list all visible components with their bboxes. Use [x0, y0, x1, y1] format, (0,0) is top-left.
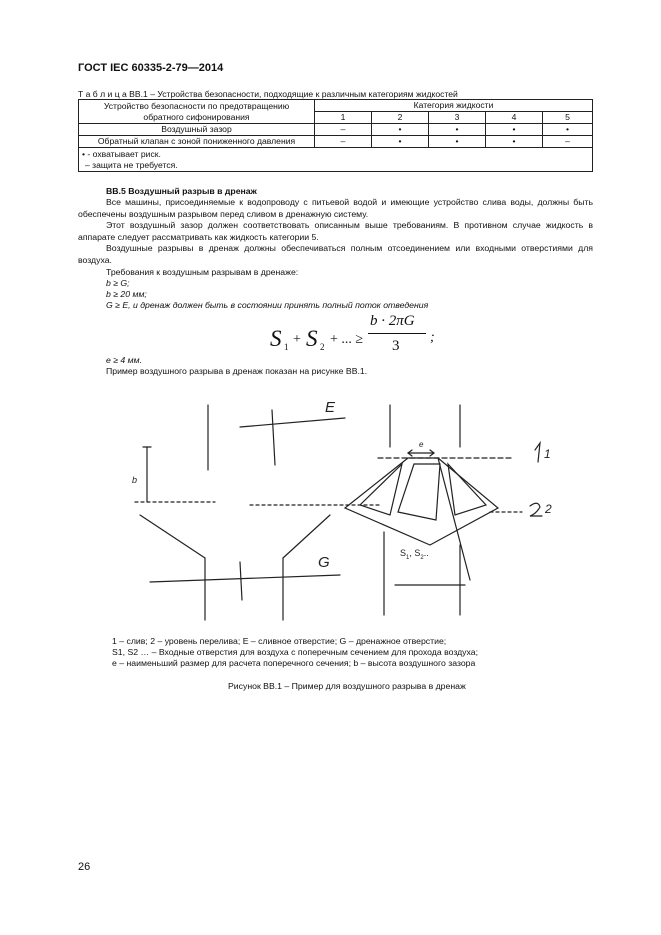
legend-line-1: 1 – слив; 2 – уровень перелива; E – сливное отверстие; G – дренажное отверстие;	[112, 636, 447, 646]
category-cell: 5	[543, 112, 593, 124]
label-s: S	[400, 548, 407, 558]
value-cell: •	[486, 124, 543, 136]
legend-line-3: e – наименьший размер для расчета поперечного сечения; b – высота воздушного зазора	[112, 658, 476, 668]
label-e-dimension: e	[419, 440, 424, 449]
value-cell: •	[372, 136, 429, 148]
formula-sub1: 1	[284, 342, 289, 352]
figure-reference: Пример воздушного разрыва в дренаж показан на рисунке BB.1.	[106, 366, 368, 376]
paragraph-1: Все машины, присоединяемые к водопроводу с питьевой водой и имеющие устройство слива воды, должны быть обеспечены воздушным разрывом перед сливом в дренажную систему.	[78, 197, 593, 219]
table-row	[79, 124, 593, 136]
drain-g-tick	[240, 562, 242, 600]
drain-cone-right	[283, 515, 330, 558]
funnel-side-line	[438, 458, 470, 580]
value-cell: –	[315, 136, 372, 148]
device-cell: Воздушный зазор	[79, 124, 315, 136]
category-cell: 3	[429, 112, 486, 124]
label-1-mark	[535, 443, 540, 462]
air-inlet-left	[360, 464, 402, 515]
label-2-mark	[530, 503, 542, 516]
value-cell: –	[543, 136, 593, 148]
header-device-line1: Устройство безопасности по предотвращению	[103, 101, 290, 111]
formula-sub2: 2	[320, 342, 325, 352]
label-s1-sub: 1	[406, 555, 410, 561]
value-cell: •	[429, 136, 486, 148]
fraction-bar	[368, 333, 426, 334]
paragraph-2: Этот воздушный зазор должен соответствовать описанным выше требованиям. В противном случае жидкость в аппарате следует рассматривать как жидкость категории 5.	[78, 220, 593, 242]
label-1-slit: 1	[544, 447, 551, 461]
table-caption: Т а б л и ц а BB.1 – Устройства безопасности, подходящие к различным категориям жидкостей	[78, 89, 458, 99]
requirement-g-e: G ≥ E, и дренаж должен быть в состоянии принять полный поток отведения	[106, 300, 429, 310]
air-inlet-center	[398, 464, 440, 520]
device-cell: Обратный клапан с зоной пониженного давления	[79, 136, 315, 148]
value-cell: •	[543, 124, 593, 136]
legend-line-2: S1, S2 … – Входные отверстия для воздуха с поперечным сечением для прохода воздуха;	[112, 647, 479, 657]
formula-end: ;	[430, 330, 435, 345]
value-cell: –	[315, 124, 372, 136]
category-cell: 2	[372, 112, 429, 124]
formula-plus: +	[293, 332, 301, 347]
drain-cone-left	[140, 515, 205, 558]
table-header-category: Категория жидкости	[315, 100, 593, 112]
section-title: BB.5 Воздушный разрыв в дренаж	[106, 186, 257, 196]
value-cell: •	[429, 124, 486, 136]
label-s-end: ..	[423, 548, 429, 558]
formula-s1: S	[270, 326, 282, 351]
label-s-sep: , S	[409, 548, 421, 558]
formula-rest: + ... ≥	[330, 332, 364, 347]
funnel-outline	[345, 458, 498, 545]
table-header-row	[79, 100, 593, 112]
formula-s2: S	[306, 326, 318, 351]
label-g-opening: G	[318, 554, 330, 571]
note-no-protection: – защита не требуется.	[85, 159, 178, 170]
table-row	[79, 136, 593, 148]
table-header-device	[79, 100, 315, 124]
category-cell: 1	[315, 112, 372, 124]
page-number: 26	[78, 861, 91, 873]
opening-e-line	[240, 418, 345, 427]
label-e-opening: E	[325, 399, 336, 416]
value-cell: •	[372, 124, 429, 136]
drain-level-g	[150, 575, 340, 582]
requirement-b-20: b ≥ 20 мм;	[106, 289, 147, 299]
safety-devices-table	[78, 99, 593, 172]
figure-caption: Рисунок BB.1 – Пример для воздушного разрыва в дренаж	[228, 681, 466, 691]
label-2-overflow: 2	[545, 502, 552, 516]
formula-denominator: 3	[392, 338, 400, 354]
label-b-dimension: b	[132, 475, 138, 485]
requirement-b-g: b ≥ G;	[106, 278, 130, 288]
label-s2-sub: 2	[420, 555, 424, 561]
requirements-intro: Требования к воздушным разрывам в дренаже:	[106, 267, 299, 277]
value-cell: •	[486, 136, 543, 148]
table-notes-row	[79, 148, 593, 172]
standard-header: ГОСТ IEC 60335-2-79—2014	[78, 62, 224, 74]
formula-numerator: b · 2πG	[370, 313, 415, 329]
label-inlets	[400, 548, 429, 561]
category-cell: 4	[486, 112, 543, 124]
opening-e-tick	[272, 410, 275, 465]
note-covers-risk: • - охватывает риск.	[82, 149, 161, 159]
paragraph-3: Воздушные разрывы в дренаж должны обеспечиваться полным отсоединением или входными отверстиями для воздуха.	[78, 243, 593, 265]
header-device-line2: обратного сифонирования	[143, 111, 250, 122]
air-gap-drawing	[0, 385, 661, 630]
requirement-e: e ≥ 4 мм.	[106, 355, 142, 365]
table-notes	[79, 148, 593, 172]
